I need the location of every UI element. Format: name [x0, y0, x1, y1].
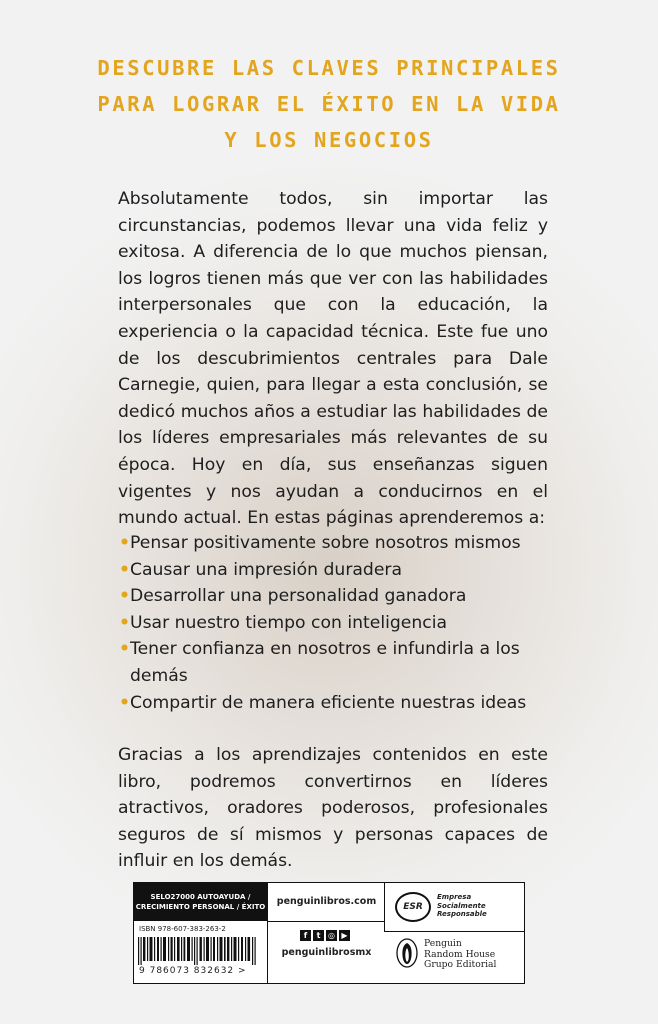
intro-section — [118, 186, 548, 532]
esr-line-3: Responsable — [437, 910, 487, 918]
bullet-text: Pensar positivamente sobre nosotros mismos — [130, 533, 521, 553]
category-label — [134, 883, 267, 921]
intro-paragraph: Absolutamente todos, sin importar las circunstancias, podemos llevar una vida feliz y exitosa. A diferencia de lo que muchos piensan, los logros tienen más que ver con las habilidades interpersonales que con la educación, la experiencia o la capacidad técnica. Este fue uno de los descubrimientos centrales para Dale Carnegie, quien, para llegar a esta conclusión, se dedicó muchos años a estudiar las habilidades de los líderes empresariales más relevantes de su época. Hoy en día, sus enseñanzas siguen vigentes y nos ayudan a conducirnos en el mundo actual. En estas páginas aprenderemos a: — [118, 189, 548, 529]
penguin-logo-icon — [396, 938, 418, 968]
esr-badge — [384, 883, 525, 932]
website-label: penguinlibros.com — [267, 883, 385, 921]
bullet-text: Desarrollar una personalidad ganadora — [130, 586, 467, 607]
list-item — [118, 530, 548, 557]
esr-logo: ESR — [395, 892, 431, 922]
bullet-icon: • — [119, 533, 130, 553]
esr-line-2: Socialmente — [437, 901, 486, 910]
bullet-text: Tener confianza en nosotros e infundirla a los demás — [130, 639, 520, 686]
list-item — [118, 690, 548, 717]
bullet-icon: • — [119, 559, 130, 580]
twitter-icon: t — [313, 930, 324, 941]
social-cell — [267, 921, 385, 984]
headline-line-2: PARA LOGRAR EL ÉXITO EN LA VIDA — [97, 92, 561, 116]
list-item — [118, 636, 548, 689]
bullet-icon: • — [119, 586, 130, 607]
isbn-label: ISBN 978-607-383-263-2 — [139, 925, 226, 933]
bullet-text: Compartir de manera eficiente nuestras ideas — [130, 692, 527, 713]
publisher-name — [424, 939, 496, 971]
headline-line-1: DESCUBRE LAS CLAVES PRINCIPALES — [97, 56, 561, 80]
bullet-section — [118, 530, 548, 716]
category-line-2: CRECIMIENTO PERSONAL / ÉXITO — [135, 903, 266, 911]
closing-section — [118, 742, 548, 875]
headline — [0, 50, 658, 158]
publisher-line-3: Grupo Editorial — [424, 959, 497, 970]
facebook-icon: f — [300, 930, 311, 941]
esr-text — [437, 893, 487, 919]
headline-line-3: Y LOS NEGOCIOS — [224, 128, 434, 152]
instagram-icon: ◎ — [326, 930, 337, 941]
esr-line-1: Empresa — [437, 893, 472, 901]
publisher-line-1: Penguin — [424, 938, 462, 949]
back-cover-info-box — [133, 882, 525, 984]
closing-paragraph: Gracias a los aprendizajes contenidos en este libro, podremos convertirnos en líderes atractivos, oradores poderosos, profesionales seguros de sí mismos y personas capaces de influir en los demás. — [118, 745, 548, 872]
social-icons — [300, 930, 350, 941]
bullet-icon: • — [119, 639, 130, 660]
bullet-icon: • — [119, 612, 130, 633]
list-item — [118, 557, 548, 584]
list-item — [118, 583, 548, 610]
bullet-text: Causar una impresión duradera — [130, 559, 403, 580]
publisher-line-2: Random House — [424, 948, 496, 960]
barcode-number: 9 786073 832632 > — [139, 966, 247, 976]
youtube-icon: ▶ — [339, 930, 350, 941]
bullet-icon: • — [119, 692, 130, 713]
bullet-list — [118, 530, 548, 716]
social-handle: penguinlibrosmx — [281, 947, 372, 958]
barcode-image — [138, 937, 258, 965]
category-line-1: SELO27000 AUTOAYUDA / — [150, 893, 251, 901]
list-item — [118, 610, 548, 637]
bullet-text: Usar nuestro tiempo con inteligencia — [130, 612, 448, 633]
